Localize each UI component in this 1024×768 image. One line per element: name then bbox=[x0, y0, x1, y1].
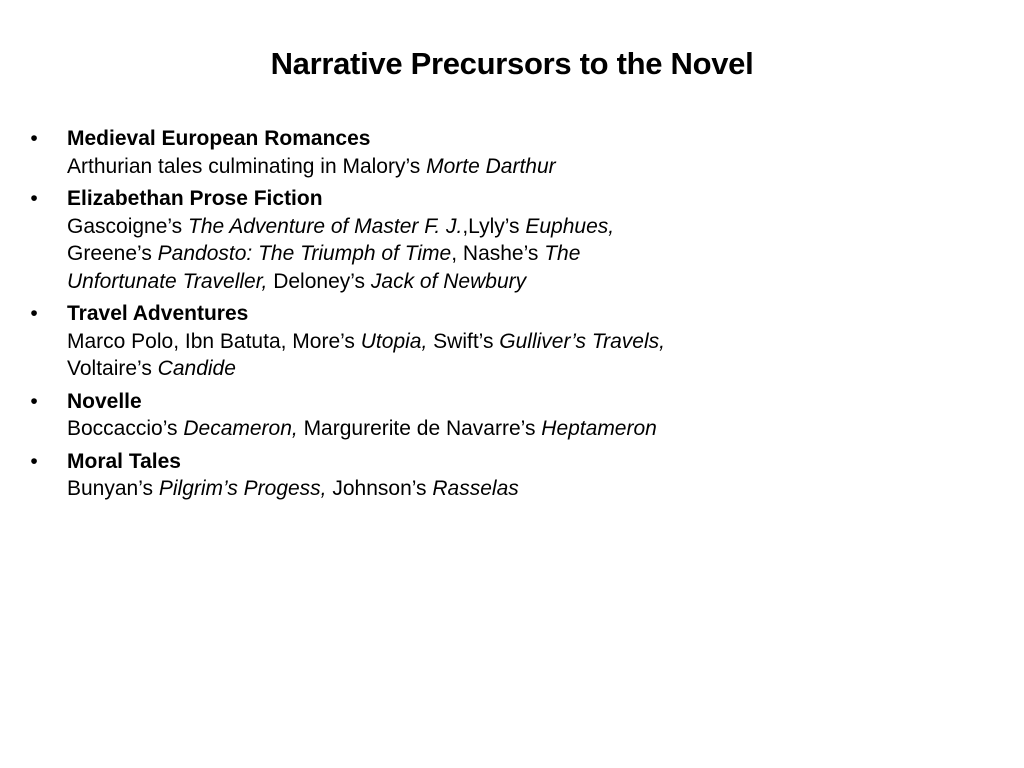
bullet-dot-icon: • bbox=[30, 187, 38, 210]
bullet-heading: Travel Adventures bbox=[67, 302, 249, 325]
body-text: Deloney’s bbox=[267, 269, 371, 293]
bullet-body bbox=[67, 153, 687, 181]
body-text: Bunyan’s bbox=[67, 477, 159, 500]
body-text: Marco Polo, Ibn Batuta, More’s bbox=[67, 329, 361, 353]
body-text: Margurerite de Navarre’s bbox=[297, 417, 542, 440]
body-text: Boccaccio’s bbox=[67, 417, 184, 440]
work-title: Jack of Newbury bbox=[370, 269, 527, 293]
bullet-item bbox=[27, 300, 687, 383]
body-text: Greene’s bbox=[67, 242, 158, 265]
work-title: Candide bbox=[157, 357, 236, 380]
bullet-body bbox=[67, 475, 687, 503]
bullet-body bbox=[67, 328, 687, 383]
body-text: ,Lyly’s bbox=[462, 214, 526, 238]
work-title: Euphues, bbox=[525, 214, 615, 238]
work-title: Pandosto: The Triumph of Time bbox=[157, 242, 452, 265]
work-title: Rasselas bbox=[432, 477, 519, 500]
work-title: The Unfortunate Traveller, bbox=[67, 242, 581, 293]
bullet-dot-icon: • bbox=[30, 449, 38, 473]
work-title: Decameron, bbox=[183, 417, 298, 440]
work-title: The Adventure of Master F. J. bbox=[188, 214, 463, 238]
work-title: Morte Darthur bbox=[426, 154, 556, 178]
bullet-item bbox=[27, 448, 687, 503]
bullet-body bbox=[67, 415, 687, 443]
bullet-heading: Novelle bbox=[67, 389, 142, 413]
bullet-heading: Elizabethan Prose Fiction bbox=[67, 187, 323, 210]
bullet-heading: Moral Tales bbox=[67, 449, 181, 473]
work-title: Gulliver’s Travels, bbox=[499, 329, 665, 353]
bullet-dot-icon: • bbox=[30, 389, 38, 413]
bullet-heading: Medieval European Romances bbox=[67, 127, 371, 150]
bullet-item bbox=[27, 125, 687, 180]
bullet-list bbox=[27, 125, 687, 508]
body-text: Voltaire’s bbox=[67, 357, 158, 380]
work-title: Heptameron bbox=[541, 417, 657, 440]
body-text: Swift’s bbox=[427, 329, 500, 353]
body-text: , Nashe’s bbox=[451, 242, 545, 265]
bullet-item bbox=[27, 388, 687, 443]
bullet-body bbox=[67, 213, 687, 296]
body-text: Arthurian tales culminating in Malory’s bbox=[67, 154, 427, 178]
body-text: Gascoigne’s bbox=[67, 214, 189, 238]
body-text: Johnson’s bbox=[326, 477, 433, 500]
bullet-dot-icon: • bbox=[30, 127, 38, 150]
work-title: Pilgrim’s Progess, bbox=[158, 477, 327, 500]
slide-title: Narrative Precursors to the Novel bbox=[270, 46, 754, 81]
bullet-item bbox=[27, 185, 687, 295]
work-title: Utopia, bbox=[360, 329, 428, 353]
bullet-dot-icon: • bbox=[30, 302, 38, 325]
